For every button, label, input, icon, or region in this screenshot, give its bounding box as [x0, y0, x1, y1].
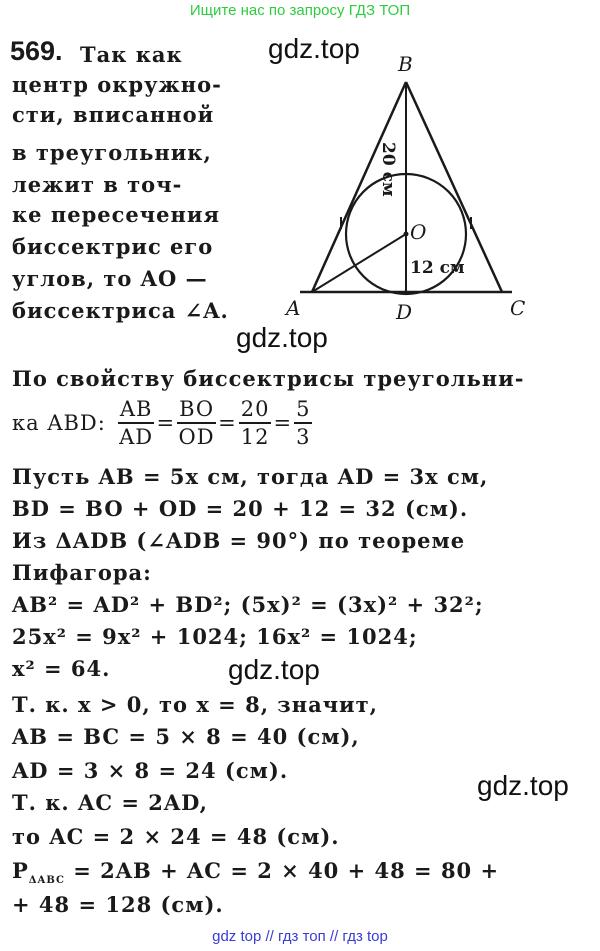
solution-line-4: BD = BO + OD = 20 + 12 = 32 (см).	[12, 496, 469, 521]
intro-line-4: в треугольник,	[12, 140, 212, 165]
intro-line-8: углов, то AO —	[12, 266, 208, 291]
solution-line-11: AB = BC = 5 × 8 = 40 (см),	[12, 724, 360, 749]
solution-line-7: AB² = AD² + BD²; (5x)² = (3x)² + 32²;	[12, 592, 484, 617]
solution-line-9: x² = 64.	[12, 656, 111, 681]
solution-line-13: Т. к. AC = 2AD,	[12, 790, 208, 815]
proportion-prefix: ка ABD:	[12, 411, 106, 435]
watermark: gdz.top	[236, 322, 328, 353]
fraction-20-12: $\frac{20}{12}$	[240, 397, 270, 449]
intro-line-2: центр окружно-	[12, 72, 222, 97]
intro-line-6: ке пересечения	[12, 202, 220, 227]
triangle-figure	[270, 50, 550, 330]
perimeter-subscript: ΔABC	[28, 875, 65, 887]
fraction-ab-ad: $\frac{AB}{AD}$	[119, 397, 154, 449]
top-banner: Ищите нас по запросу ГДЗ ТОП	[189, 2, 411, 19]
fraction-5-3: $\frac{5}{3}$	[296, 397, 311, 449]
bottom-banner: gdz top // гдз топ // гдз top	[212, 928, 388, 945]
solution-line-14: то AC = 2 × 24 = 48 (см).	[12, 824, 340, 849]
perimeter-expression: = 2AB + AC = 2 × 40 + 48 = 80 +	[64, 858, 500, 883]
center-label-o: O	[410, 220, 427, 244]
intro-line-3: сти, вписанной	[12, 102, 215, 127]
intro-line-7: биссектрис его	[12, 234, 214, 259]
solution-line-3: Пусть AB = 5x см, тогда AD = 3x см,	[12, 464, 489, 489]
solution-line-16: + 48 = 128 (см).	[12, 892, 224, 917]
solution-line-6: Пифагора:	[12, 560, 152, 585]
solution-line-8: 25x² = 9x² + 1024; 16x² = 1024;	[12, 624, 418, 649]
proportion-line: ка ABD: $\frac{AB}{AD}$ = $\frac{BO}{OD}$ = $\frac{20}{12}$ = $\frac{5}{3}$	[12, 397, 311, 449]
vertex-label-d: D	[396, 300, 413, 324]
solution-line-12: AD = 3 × 8 = 24 (см).	[12, 758, 289, 783]
intro-line-1: Так как	[80, 42, 183, 67]
solution-line-10: Т. к. x > 0, то x = 8, значит,	[12, 692, 378, 717]
solution-line-1: По свойству биссектрисы треугольни-	[12, 366, 525, 391]
perimeter-symbol: P	[12, 858, 29, 883]
bo-length-label: 20 см	[378, 142, 398, 197]
intro-line-5: лежит в точ-	[12, 172, 183, 197]
vertex-label-c: C	[510, 296, 526, 320]
od-length-label: 12 см	[410, 258, 465, 278]
watermark: gdz.top	[228, 654, 320, 685]
solution-line-15	[12, 858, 499, 886]
solution-line-5: Из ΔADB (∠ADB = 90°) по теореме	[12, 528, 466, 553]
vertex-label-b: B	[398, 52, 413, 76]
watermark: gdz.top	[268, 33, 360, 64]
problem-number: 569.	[10, 36, 63, 66]
intro-line-9: биссектриса ∠A.	[12, 298, 229, 323]
vertex-label-a: A	[286, 296, 301, 320]
center-point-o	[404, 232, 409, 237]
fraction-bo-od: $\frac{BO}{OD}$	[178, 397, 215, 449]
watermark: gdz.top	[477, 770, 569, 801]
